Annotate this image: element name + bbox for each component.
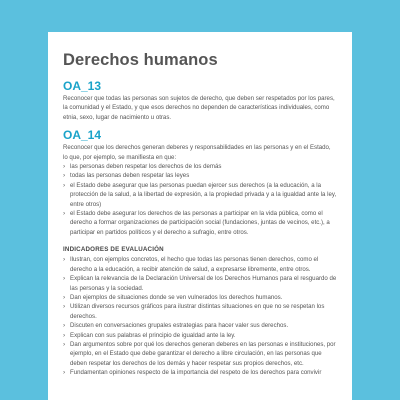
list-item-text: Explican la relevancia de la Declaración Universal de los Derechos Humanos para el resguardo de las personas y la sociedad. xyxy=(70,275,337,292)
objective-oa13 xyxy=(63,80,337,122)
chevron-right-icon: › xyxy=(63,163,66,171)
objective-oa14 xyxy=(63,129,337,237)
list-item-text: Fundamentan opiniones respecto de la importancia del respeto de los derechos para convivir xyxy=(70,369,322,377)
document-page xyxy=(48,32,352,400)
list-item xyxy=(63,293,337,302)
chevron-right-icon: › xyxy=(63,275,66,283)
chevron-right-icon: › xyxy=(63,303,66,311)
chevron-right-icon: › xyxy=(63,331,66,339)
list-item-text: Dan ejemplos de situaciones donde se ven vulnerados los derechos humanos. xyxy=(70,293,283,301)
list-item-text: todas las personas deben respetar las leyes xyxy=(70,172,190,180)
chevron-right-icon: › xyxy=(63,210,66,218)
objective-bullet-list xyxy=(63,162,337,237)
list-item xyxy=(63,368,337,377)
chevron-right-icon: › xyxy=(63,293,66,301)
list-item-text: el Estado debe asegurar que las personas puedan ejercer sus derechos (a la educación, a la protección de la salud, a la libertad de expresión, a la propiedad privada y a la igualdad ante la ley, entre otros) xyxy=(70,181,337,208)
chevron-right-icon: › xyxy=(63,340,66,348)
list-item-text: Utilizan diversos recursos gráficos para ilustrar distintas situaciones en que no se respetan los derechos. xyxy=(70,303,325,320)
list-item xyxy=(63,209,337,237)
list-item xyxy=(63,321,337,330)
objective-text: Reconocer que todas las personas son sujetos de derecho, que deben ser respetados por los pares, la comunidad y el Estado, y que esos derechos no dependen de características individuales, como etnia, sexo, lugar de nacimiento u otras. xyxy=(63,95,335,121)
list-item-text: Explican con sus palabras el principio de igualdad ante la ley. xyxy=(70,331,236,339)
list-item-text: Dan argumentos sobre por qué los derechos generan deberes en las personas e instituciones, por ejemplo, en el Estado que debe garantizar el derecho a libre circulación, en las personas que deben respetar los derechos de los demás y hacer respetar sus propios derechos, etc. xyxy=(70,340,336,367)
objective-text: Reconocer que los derechos generan deberes y responsabilidades en las personas y en el Estado, lo que, por ejemplo, se manifiesta en que: xyxy=(63,144,331,161)
list-item-text: las personas deben respetar los derechos de los demás xyxy=(70,163,222,171)
chevron-right-icon: › xyxy=(63,181,66,189)
list-item xyxy=(63,255,337,274)
chevron-right-icon: › xyxy=(63,369,66,377)
list-item xyxy=(63,162,337,171)
indicators-list xyxy=(63,255,337,377)
chevron-right-icon: › xyxy=(63,172,66,180)
chevron-right-icon: › xyxy=(63,322,66,330)
list-item xyxy=(63,331,337,340)
list-item xyxy=(63,302,337,321)
indicators-heading: INDICADORES DE EVALUACIÓN xyxy=(63,246,164,254)
list-item xyxy=(63,181,337,209)
page-title: Derechos humanos xyxy=(63,51,218,69)
objective-code: OA_13 xyxy=(63,79,102,93)
objective-code: OA_14 xyxy=(63,128,102,143)
chevron-right-icon: › xyxy=(63,256,66,264)
list-item-text: Discuten en conversaciones grupales estrategias para hacer valer sus derechos. xyxy=(70,322,289,330)
list-item-text: el Estado debe asegurar los derechos de las personas a participar en la vida pública, como el derecho a formar organizaciones de participación social (fundaciones, juntas de vecinos, etc.), a participar en partidos políticos y el derecho a sufragio, entre otros. xyxy=(70,210,330,236)
list-item xyxy=(63,340,337,368)
list-item-text: Ilustran, con ejemplos concretos, el hecho que todas las personas tienen derechos, como el derecho a la educación, a recibir atención de salud, a expresarse libremente, entre otros. xyxy=(70,256,319,273)
list-item xyxy=(63,274,337,293)
document-content xyxy=(48,32,352,378)
list-item xyxy=(63,171,337,180)
